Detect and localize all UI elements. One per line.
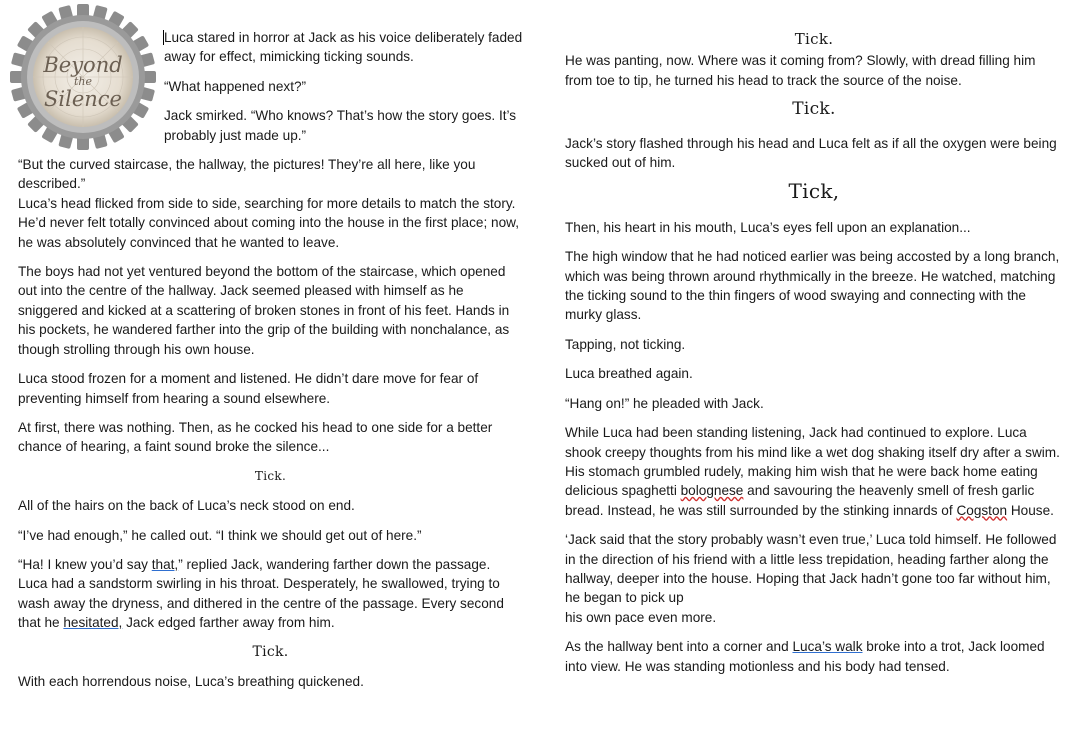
paragraph: Jack smirked. “Who knows? That’s how the story goes. It’s probably just made up.” (164, 108, 517, 143)
paragraph: Luca breathed again. (565, 366, 693, 382)
grammar-flagged-word[interactable]: that, (151, 556, 179, 572)
spelling-flagged-word[interactable]: Cogston (956, 502, 1008, 518)
logo-word-1: Beyond (43, 53, 123, 77)
paragraph-text: Luca stared in horror at Jack as his voice deliberately faded away for effect, mimicking ticking sounds. (164, 30, 523, 65)
tick-heading: Tick. (794, 30, 834, 48)
paragraph: Then, his heart in his mouth, Luca’s eyes fell upon an explanation... (565, 219, 971, 235)
paragraph: Luca’s head flicked from side to side, searching for more details to match the story. He’d never felt totally convinced about coming into the house in the first place; now, he was absolutely convinced that he wanted to leave. (18, 195, 519, 250)
paragraph: his own pace even more. (565, 609, 717, 625)
right-page (565, 0, 1063, 748)
beyond-the-silence-logo (8, 2, 158, 152)
paragraph: He was panting, now. Where was it coming from? Slowly, with dread filling him from toe to tip, he turned his head to track the source of the noise. (565, 53, 1036, 88)
left-page (18, 0, 523, 748)
logo-word-2: the (73, 75, 92, 88)
paragraph: All of the hairs on the back of Luca’s neck stood on end. (18, 498, 355, 514)
paragraph (18, 574, 523, 632)
paragraph: At first, there was nothing. Then, as he cocked his head to one side for a better chance of hearing, a faint sound broke the silence... (18, 419, 493, 455)
text-span: broke into a trot, Jack loomed into view. He was standing motionless and his body had tensed. (565, 639, 1045, 674)
paragraph (565, 423, 1063, 520)
paragraph: “But the curved staircase, the hallway, the pictures! They’re all here, like you described.” (18, 157, 476, 192)
text-span: and savouring the heavenly smell of fresh garlic bread. Instead, he was still surrounded by the stinking innards of (565, 483, 1035, 518)
paragraph: Jack’s story flashed through his head and Luca felt as if all the oxygen were being sucked out of him. (565, 135, 1057, 171)
tick-heading: Tick. (254, 468, 287, 483)
paragraph: Luca stood frozen for a moment and listened. He didn’t dare move for fear of preventing himself from hearing a sound elsewhere. (18, 371, 479, 406)
tick-heading: Tick. (252, 643, 289, 660)
tick-heading: Tick. (792, 99, 836, 120)
grammar-flagged-word[interactable]: Luca’s walk (792, 639, 863, 655)
text-span: Jack edged farther away from him. (122, 615, 335, 631)
paragraph (18, 555, 523, 574)
paragraph: ‘Jack said that the story probably wasn’t even true,’ Luca told himself. He followed in the direction of his friend with a little less trepidation, heading farther along the hallway, deeper into the house. Hoping that Jack hadn’t gone too far without him, he began to pick up (565, 532, 1057, 606)
paragraph: With each horrendous noise, Luca’s breathing quickened. (18, 673, 364, 689)
paragraph: “Hang on!” he pleaded with Jack. (565, 395, 764, 411)
paragraph: The boys had not yet ventured beyond the bottom of the staircase, which opened out into the centre of the hallway. Jack seemed pleased with himself as he sniggered and kicked at a scattering of broken stones in front of his feet. Hands in his pockets, he wandered farther into the grip of the building with nonchalance, as though strolling through his own house. (18, 264, 510, 357)
text-span: ” replied Jack, wandering farther down the passage. (178, 556, 491, 572)
paragraph: Tapping, not ticking. (565, 336, 686, 352)
text-span: As the hallway bent into a corner and (565, 639, 793, 655)
text-span: House. (1007, 502, 1054, 518)
text-span: Luca had a sandstorm swirling in his throat. Desperately, he swallowed, trying to wash away the dryness, and dithered in the centre of the passage. Every second that he (18, 576, 504, 631)
paragraph: “What happened next?” (164, 78, 307, 94)
text-span: “Ha! I knew you’d say (18, 556, 152, 572)
spelling-flagged-word[interactable]: bolognese (680, 483, 744, 499)
paragraph: The high window that he had noticed earlier was being accosted by a long branch, which was being thrown around rhythmically in the breeze. He watched, matching the ticking sound to the thin fingers of wood swaying and connecting with the murky glass. (565, 249, 1060, 323)
grammar-flagged-word[interactable]: hesitated, (63, 615, 123, 631)
logo-word-3: Silence (44, 87, 122, 111)
text-span: While Luca had been standing listening, Jack had continued to explore. Luca shook creepy thoughts from his mind like a wet dog shaking itself dry after a swim. His stomach grumbled rudely, making him wish that he were back home eating delicious spaghetti (565, 425, 1060, 499)
paragraph (565, 637, 1063, 676)
tick-heading: Tick, (788, 179, 840, 204)
paragraph: “I’ve had enough,” he called out. “I think we should get out of here.” (18, 527, 422, 543)
